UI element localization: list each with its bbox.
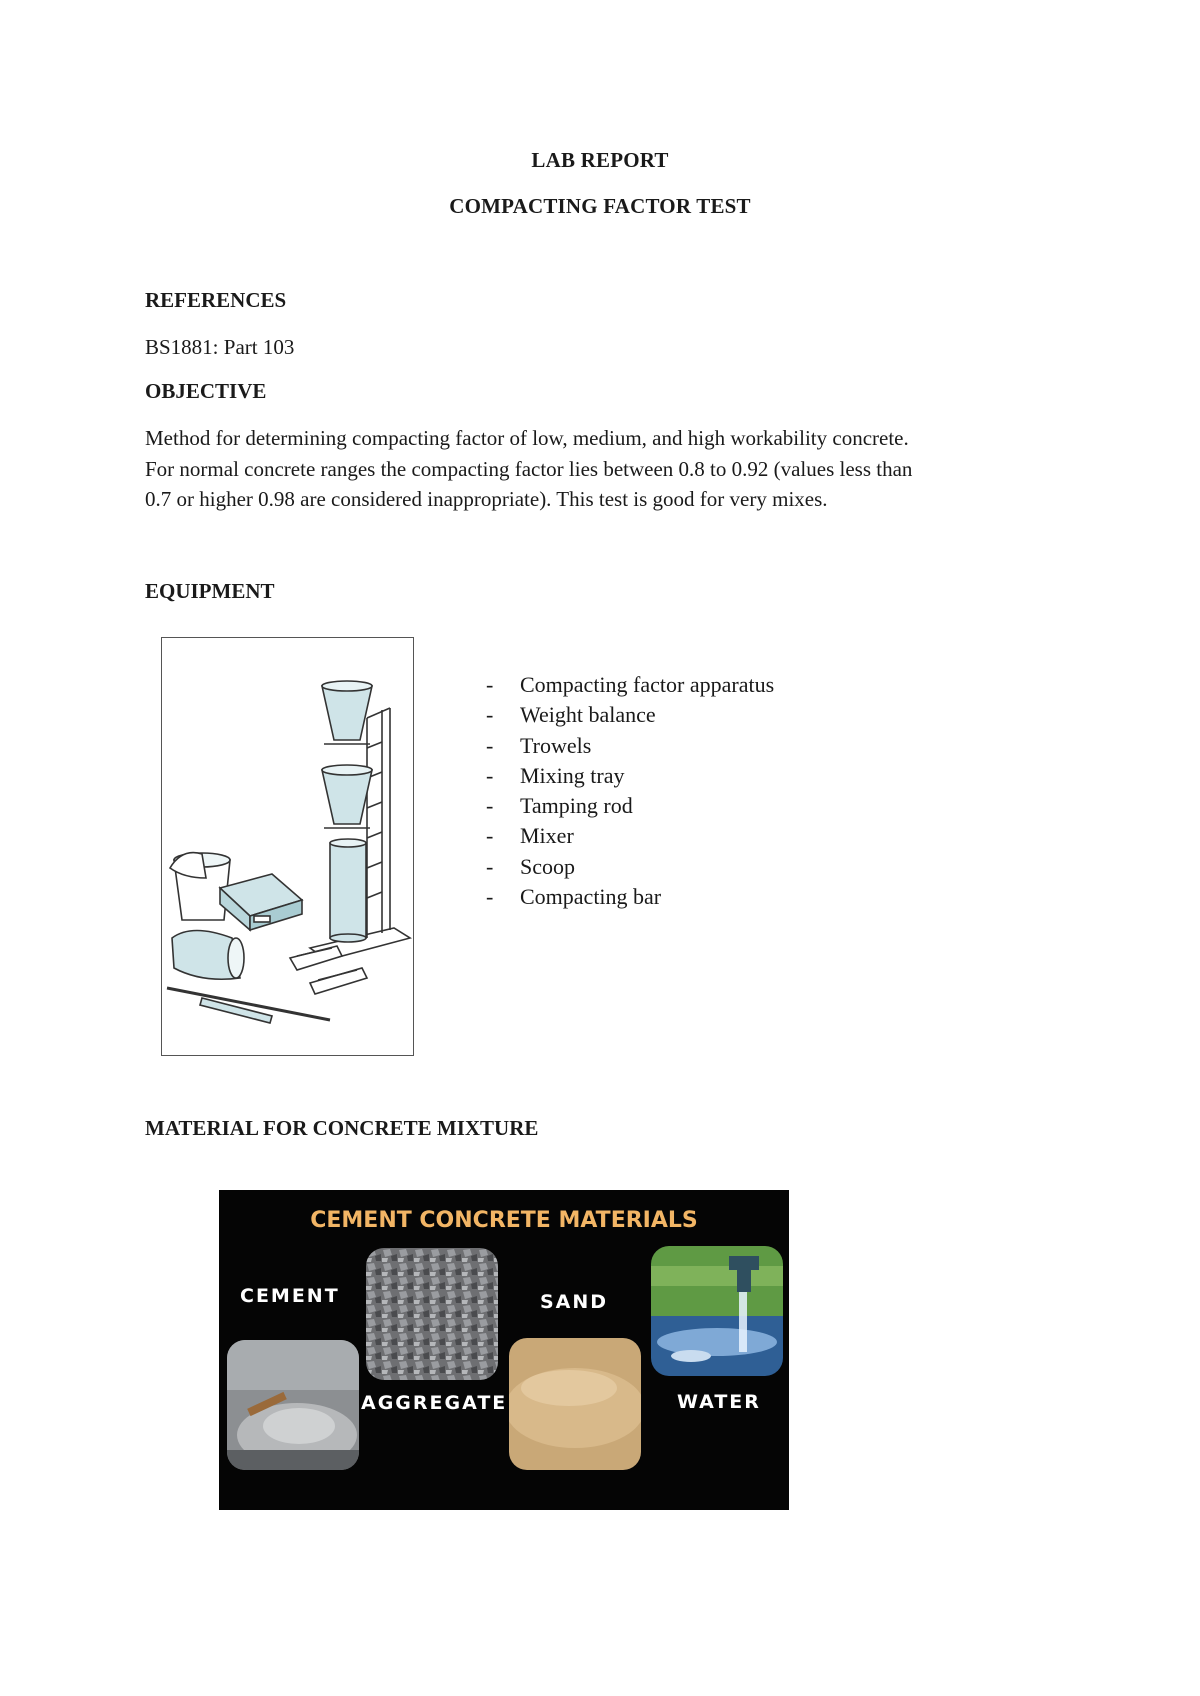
cement-picture <box>227 1340 359 1470</box>
list-item-label: Trowels <box>520 732 592 758</box>
list-item <box>486 852 774 882</box>
list-item-label: Scoop <box>520 853 575 879</box>
report-subtitle: COMPACTING FACTOR TEST <box>449 194 751 218</box>
list-item <box>486 670 774 700</box>
list-bullet: - <box>486 884 494 910</box>
objective-line: 0.7 or higher 0.98 are considered inappropriate). This test is good for very mixes. <box>145 487 828 511</box>
water-photo <box>651 1246 783 1376</box>
sand-picture <box>509 1338 641 1470</box>
report-title: LAB REPORT <box>531 148 669 172</box>
objective-line: For normal concrete ranges the compacting factor lies between 0.8 to 0.92 (values less than <box>145 456 913 481</box>
list-item <box>486 731 774 761</box>
list-item-label: Weight balance <box>520 702 656 728</box>
list-bullet: - <box>486 823 494 849</box>
list-bullet: - <box>486 732 494 758</box>
list-item <box>486 761 774 791</box>
list-item <box>486 791 774 821</box>
aggregate-photo <box>366 1248 498 1380</box>
aggregate-label: AGGREGATE <box>361 1392 508 1414</box>
list-item <box>486 882 774 912</box>
objective-line: Method for determining compacting factor of low, medium, and high workability concrete. <box>145 426 909 450</box>
list-item-label: Mixing tray <box>520 762 625 788</box>
equipment-heading: EQUIPMENT <box>145 579 275 603</box>
cement-photo <box>227 1340 359 1470</box>
list-bullet: - <box>486 853 494 879</box>
equipment-list <box>486 670 774 912</box>
list-item-label: Compacting bar <box>520 884 662 910</box>
cement-label: CEMENT <box>240 1285 340 1307</box>
list-bullet: - <box>486 672 494 697</box>
references-heading: REFERENCES <box>145 288 287 312</box>
gravel-pattern <box>366 1248 498 1380</box>
list-bullet: - <box>486 702 494 728</box>
materials-image-title: CEMENT CONCRETE MATERIALS <box>310 1208 698 1233</box>
list-item-label: Tamping rod <box>520 793 633 819</box>
list-item-label: Mixer <box>520 823 574 849</box>
list-item <box>486 821 774 851</box>
water-tap-picture <box>651 1246 783 1376</box>
compacting-factor-apparatus-drawing <box>162 638 412 1054</box>
list-item <box>486 700 774 730</box>
list-item-label: Compacting factor apparatus <box>520 672 775 697</box>
list-bullet: - <box>486 793 494 819</box>
equipment-illustration <box>161 637 414 1056</box>
references-text: BS1881: Part 103 <box>145 335 295 359</box>
water-label: WATER <box>677 1391 761 1413</box>
sand-photo <box>509 1338 641 1470</box>
objective-paragraph <box>145 423 1085 515</box>
materials-heading: MATERIAL FOR CONCRETE MIXTURE <box>145 1116 539 1140</box>
sand-label: SAND <box>540 1291 609 1313</box>
list-bullet: - <box>486 762 494 788</box>
objective-heading: OBJECTIVE <box>145 379 267 403</box>
concrete-materials-image <box>219 1190 789 1510</box>
